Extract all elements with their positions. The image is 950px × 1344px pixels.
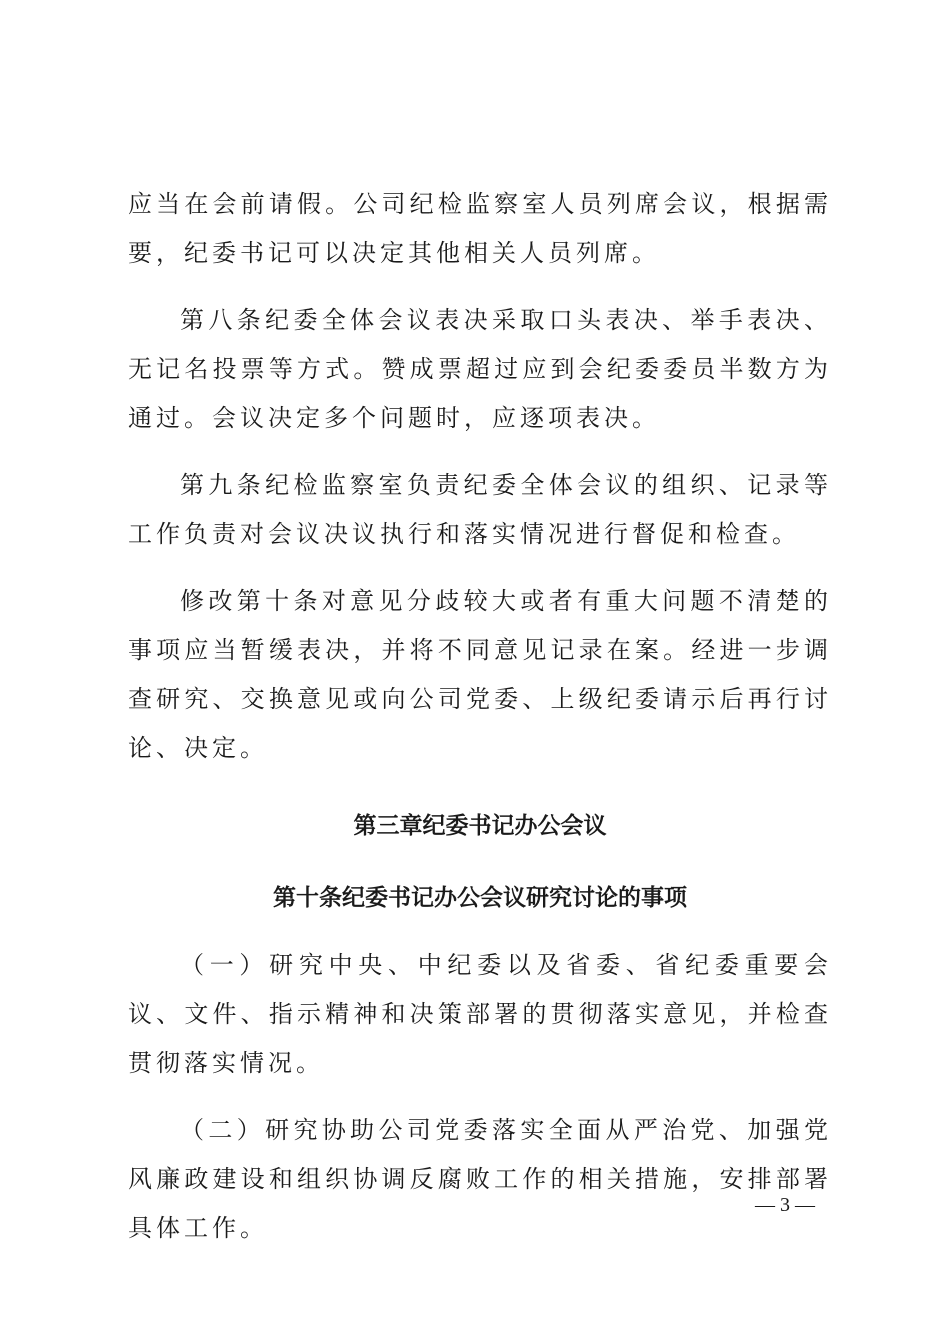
- paragraph-article-9: 第九条纪检监察室负责纪委全体会议的组织、记录等工作负责对会议决议执行和落实情况进行督促和检查。: [128, 471, 832, 548]
- article-heading: 第十条纪委书记办公会议研究讨论的事项: [273, 884, 687, 911]
- paragraph-continuation: 应当在会前请假。公司纪检监察室人员列席会议，根据需要，纪委书记可以决定其他相关人员列席。: [128, 190, 832, 267]
- paragraph-article-8: 第八条纪委全体会议表决采取口头表决、举手表决、无记名投票等方式。赞成票超过应到会纪委委员半数方为通过。会议决定多个问题时，应逐项表决。: [128, 306, 832, 432]
- page-content: [128, 180, 832, 1253]
- paragraph-article-10-amended: 修改第十条对意见分歧较大或者有重大问题不清楚的事项应当暂缓表决，并将不同意见记录在案。经进一步调查研究、交换意见或向公司党委、上级纪委请示后再行讨论、决定。: [128, 587, 832, 762]
- chapter-heading: 第三章纪委书记办公会议: [353, 812, 607, 839]
- page-number: — 3 —: [755, 1194, 815, 1216]
- list-item-2: （二）研究协助公司党委落实全面从严治党、加强党风廉政建设和组织协调反腐败工作的相关措施，安排部署具体工作。: [128, 1116, 832, 1242]
- list-item-1: （一）研究中央、中纪委以及省委、省纪委重要会议、文件、指示精神和决策部署的贯彻落实意见，并检查贯彻落实情况。: [128, 951, 832, 1077]
